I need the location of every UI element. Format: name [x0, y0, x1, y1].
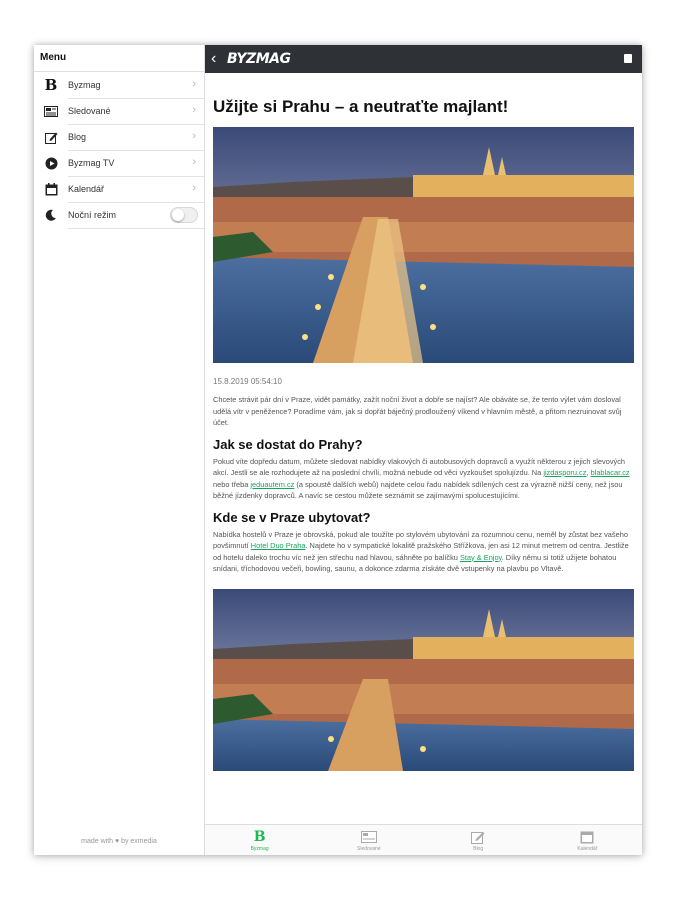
link-jizdasporu[interactable]: jizdasporu.cz [543, 468, 587, 477]
article-paragraph: Nabídka hostelů v Praze je obrovská, pokud ale toužíte po stylovém ubytování za rozumnou cenu, neměl by zůstat bez vašeho povšimnutí Hotel Duo Praha. Najdete ho v sympatické lokalitě pražského Střížkova, jen asi 12 minut metrem od centra. Jestliže od hotelu daleko trochu víc než jen střechu nad hlavou, sáhněte po balíčku Stay & Enjoy. Díky němu si totiž užijete bohatou snídani, tříchodovou večeři, bowling, saunu, a dokonce zdarma získáte dvě vstupenky na plavbu po Vltavě. [213, 529, 629, 573]
sidebar-item-label: Byzmag TV [68, 157, 115, 168]
newspaper-icon [361, 829, 377, 845]
sidebar-item-label: Byzmag [68, 79, 101, 90]
sidebar-item-label: Kalendář [68, 183, 105, 194]
article-date: 15.8.2019 05:54:10 [213, 377, 282, 386]
tab-blog[interactable] [424, 825, 533, 855]
link-hotel-duo[interactable]: Hotel Duo Praha [250, 541, 306, 550]
sidebar-item-label: Blog [68, 131, 87, 142]
sidebar-menu [34, 45, 205, 855]
edit-icon [34, 124, 68, 150]
article-paragraph: Pokud víte dopředu datum, můžete sledovat nabídky vlakových či autobusových dopravců a využít některou z jejich slevových akcí. Jestli se ale rozhodujete až na poslední chvíli, možná nebude od věci vyzkoušet spolujízdu. Na jizdasporu.cz, blablacar.cz nebo třeba jeduautem.cz (a spoustě dalších webů) najdete celou řadu nabídek sdílených cest za výrazně nižší ceny, než jsou běžné jízdenky dopravců. A navíc se cestou můžete seznámit se zajímavými spolucestujícími. [213, 456, 630, 500]
chevron-right-icon: › [192, 103, 196, 116]
night-mode-row [34, 202, 204, 228]
moon-icon [34, 202, 68, 228]
sidebar-item-byzmag-tv[interactable] [34, 150, 204, 176]
sidebar-item-kalendar[interactable] [34, 176, 204, 202]
tablet-screen [34, 45, 642, 855]
top-bar [205, 45, 642, 73]
newspaper-icon [34, 98, 68, 124]
sidebar-item-blog[interactable] [34, 124, 204, 150]
chevron-left-icon[interactable]: ‹ [211, 50, 217, 67]
tab-label: Byzmag [250, 845, 269, 852]
tab-label: Blog [473, 845, 484, 852]
article-image [213, 589, 634, 771]
section-heading: Kde se v Praze ubytovat? [213, 509, 371, 525]
chevron-right-icon: › [192, 77, 196, 90]
chevron-right-icon: › [192, 181, 196, 194]
article [205, 73, 642, 808]
byzmag-b-icon: B [44, 76, 58, 94]
section-heading: Jak se dostat do Prahy? [213, 436, 363, 452]
link-stay-enjoy[interactable]: Stay & Enjoy [459, 552, 502, 562]
credit-text: made with ♥ by exmedia [81, 838, 157, 845]
article-hero-image [213, 127, 634, 363]
chevron-right-icon: › [192, 129, 196, 142]
sidebar-item-byzmag[interactable] [34, 72, 204, 98]
night-mode-label: Noční režim [68, 209, 117, 220]
share-icon[interactable] [624, 54, 632, 63]
tab-kalendar[interactable] [533, 825, 642, 855]
night-mode-toggle[interactable] [170, 207, 198, 223]
article-intro: Chcete strávit pár dní v Praze, vidět památky, zažít noční život a dobře se najíst? Ale obáváte se, že tento výlet vám dosloval udělá vítr v peněžence? Poradíme vám, jak si dopřát báječný prodloužený víkend v hlavním městě, a přitom nezruinovat svůj účet. [213, 395, 622, 427]
tab-byzmag[interactable] [205, 825, 314, 855]
chevron-right-icon: › [192, 155, 196, 168]
tab-label: Kalendář [577, 845, 598, 852]
article-title: Užijte si Prahu – a neutraťte majlant! [213, 97, 509, 116]
sidebar-item-sledovane[interactable] [34, 98, 204, 124]
calendar-icon [580, 829, 594, 845]
bottom-tab-bar [205, 824, 642, 855]
play-icon [34, 150, 68, 176]
tab-label: Sledované [357, 845, 381, 852]
tab-sledovane[interactable] [314, 825, 423, 855]
main-content [205, 45, 642, 855]
link-jeduautem[interactable]: jeduautem.cz [250, 479, 295, 489]
sidebar-title: Menu [34, 45, 204, 72]
calendar-icon [34, 176, 68, 202]
sidebar-item-label: Sledované [68, 105, 111, 116]
byzmag-b-icon: B [253, 828, 266, 845]
byzmag-logo: BYZMAG [227, 51, 291, 67]
link-blablacar[interactable]: blablacar.cz [590, 468, 630, 477]
edit-icon [471, 829, 485, 845]
